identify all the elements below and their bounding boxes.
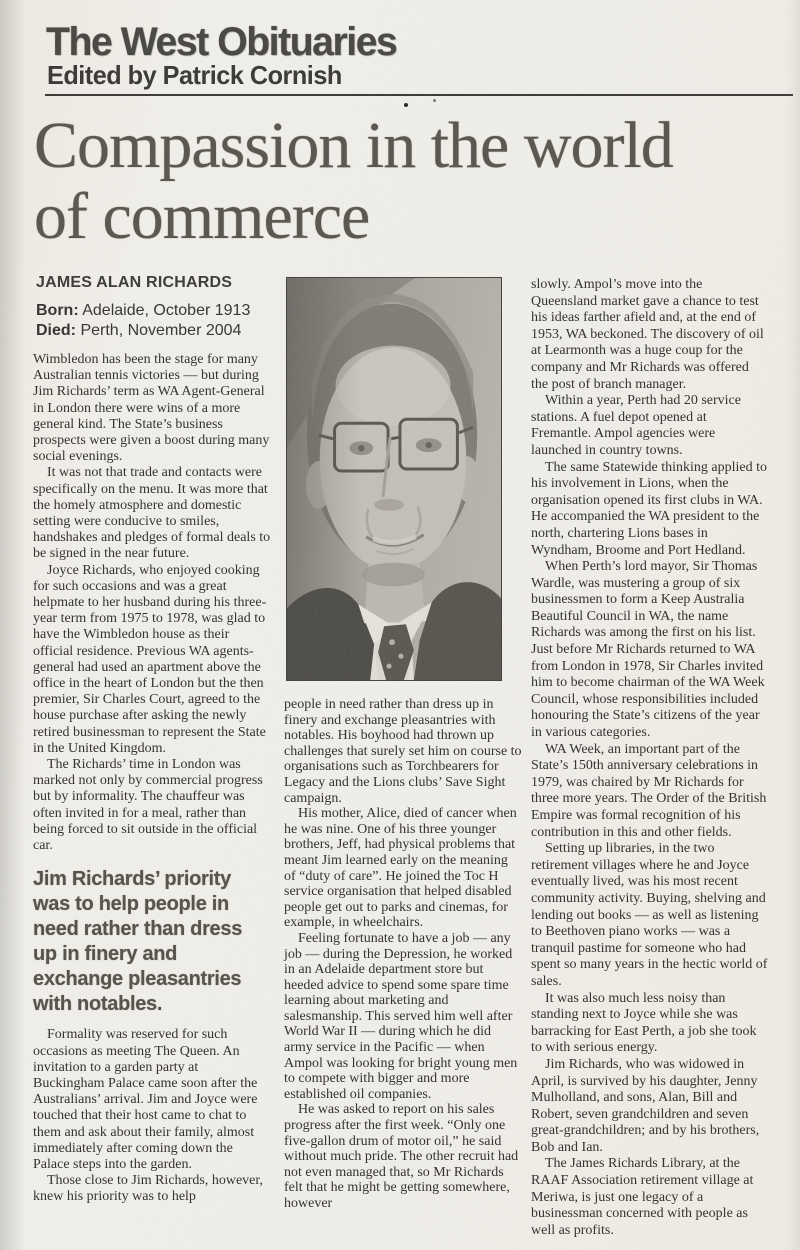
article-headline: Compassion in the world of commerce	[34, 109, 673, 253]
article-byline: JAMES ALAN RICHARDS	[36, 274, 233, 291]
paragraph: WA Week, an important part of the State’s 150th anniversary celebrations in 1979, was chaired by Mr Richards for three more years. The Order of the British Empire was formal recognition of his contribution in this and other fields.	[531, 741, 767, 840]
paragraph: He was asked to report on his sales progress after the first week. “Only one five-gallon drum of motor oil,” he said without much pride. The other recruit had not even managed that, so Mr Richards felt that he might be getting somewhere, however	[284, 1102, 519, 1211]
pull-quote: Jim Richards’ priority was to help people in need rather than dress up in finery and exchange pleasantries with notables.	[33, 868, 243, 1016]
masthead-rule	[45, 94, 793, 96]
paragraph: Within a year, Perth had 20 service stations. A fuel depot opened at Fremantle. Ampol agencies were launched in country towns.	[531, 393, 741, 458]
paragraph: It was not that trade and contacts were specifically on the menu. It was more that the homely atmosphere and domestic setting were conducive to smiles, handshakes and pledges of formal deals to be signed in the near future.	[33, 465, 271, 562]
portrait-photo-illustration	[287, 278, 501, 680]
paragraph: His mother, Alice, died of cancer when he was nine. One of his three younger brothers, Jeff, had physical problems that meant Jim learned early on the meaning of “duty of care”. He joined the Toc H service organisation that helped disabled people get out to parks and cinemas, for example, in wheelchairs.	[284, 806, 517, 931]
born-label: Born:	[36, 302, 79, 319]
portrait-photo	[286, 277, 502, 681]
article-column-2	[284, 277, 522, 1212]
paragraph: The same Statewide thinking applied to his involvement in Lions, when the organisation opened its first clubs in WA. He accompanied the WA president to the north, chartering Lions bases in Wyndham, Broome and Port Hedland.	[531, 459, 768, 558]
paragraph: It was also much less noisy than standing next to Joyce while she was barracking for East Perth, a job she took to with serious energy.	[531, 990, 757, 1056]
paragraph: Jim Richards, who was widowed in April, is survived by his daughter, Jenny Mulholland, and sons, Alan, Bill and Robert, seven grandchildren and seven great-grandchildren; and by his brothers, Bob and Ian.	[531, 1056, 760, 1155]
section-masthead-title: The West Obituaries	[46, 20, 397, 64]
paragraph: Feeling fortunate to have a job — any job — during the Depression, he worked in an Adelaide department store but heeded advice to spend some spare time learning about marketing and salesmanship. This served him well after World War II — during which he did army service in the Pacific — when Ampol was looking for bright young men to compete with bigger and more established oil companies.	[284, 930, 518, 1102]
died-value: Perth, November 2004	[80, 322, 242, 339]
article-column-3	[531, 277, 769, 1239]
paragraph: The Richards’ time in London was marked not only by commercial progress but by informality. The chauffeur was often invited in for a meal, rather than being forced to sit outside in the official car.	[33, 757, 263, 854]
paragraph: people in need rather than dress up in finery and exchange pleasantries with notables. His boyhood had thrown up challenges that surely set him on course to organisations such as Torchbearers for Legacy and the Lions clubs’ Save Sight campaign.	[284, 697, 522, 806]
vitals-born-row	[36, 301, 250, 321]
scan-speck	[404, 103, 408, 107]
born-value: Adelaide, October 1913	[82, 302, 251, 319]
paragraph: The James Richards Library, at the RAAF Association retirement village at Meriwa, is just one legacy of a businessman concerned with people as well as profits.	[531, 1156, 754, 1238]
vitals-died-row	[36, 321, 250, 341]
article-column-1	[33, 352, 271, 1206]
died-label: Died:	[36, 322, 76, 339]
paragraph: slowly. Ampol’s move into the Queensland market gave a chance to test his ideas farther afield and, at the end of 1953, WA beckoned. The discovery of oil at Learmonth was a huge coup for the company and Mr Richards was offered the post of branch manager.	[531, 277, 764, 392]
paragraph: Wimbledon has been the stage for many Australian tennis victories — but during Jim Richards’ term as WA Agent-General in London there were wins of a more general kind. The State’s business prospects were given a boost during many social evenings.	[33, 352, 270, 465]
paragraph: Setting up libraries, in the two retirement villages where he and Joyce eventually lived, was his most recent community activity. Buying, shelving and lending out books — as well as listening to Beethoven piano works — was a tranquil pastime for someone who had spent so many years in the hectic world of sales.	[531, 841, 768, 989]
vitals-block	[36, 301, 250, 341]
paragraph: Those close to Jim Richards, however, knew his priority was to help	[33, 1173, 264, 1205]
paragraph: Formality was reserved for such occasions as meeting The Queen. An invitation to a garden party at Buckingham Palace came soon after the Australians’ arrival. Jim and Joyce were touched that their host came to chat to them and ask about their family, almost immediately after coming down the Palace steps into the garden.	[33, 1027, 258, 1172]
paragraph: Joyce Richards, who enjoyed cooking for such occasions and was a great helpmate to her husband during his three-year term from 1975 to 1978, was glad to have the Wimbledon house as their official residence. Previous WA agents-general had used an apartment above the office in the heart of London but the then premier, Sir Charles Court, agreed to the house purchase after asking the newly retired businessman to represent the State in the United Kingdom.	[33, 562, 267, 756]
paragraph: When Perth’s lord mayor, Sir Thomas Wardle, was mustering a group of six businessmen to form a Keep Australia Beautiful Council in WA, the name Richards was among the first on his list. Just before Mr Richards returned to WA from London in 1978, Sir Charles invited him to become chairman of the WA Week Council, whose responsibilities included honouring the State’s citizens of the year in various categories.	[531, 559, 765, 741]
section-editor-line: Edited by Patrick Cornish	[47, 60, 342, 90]
scan-speck	[433, 99, 436, 102]
